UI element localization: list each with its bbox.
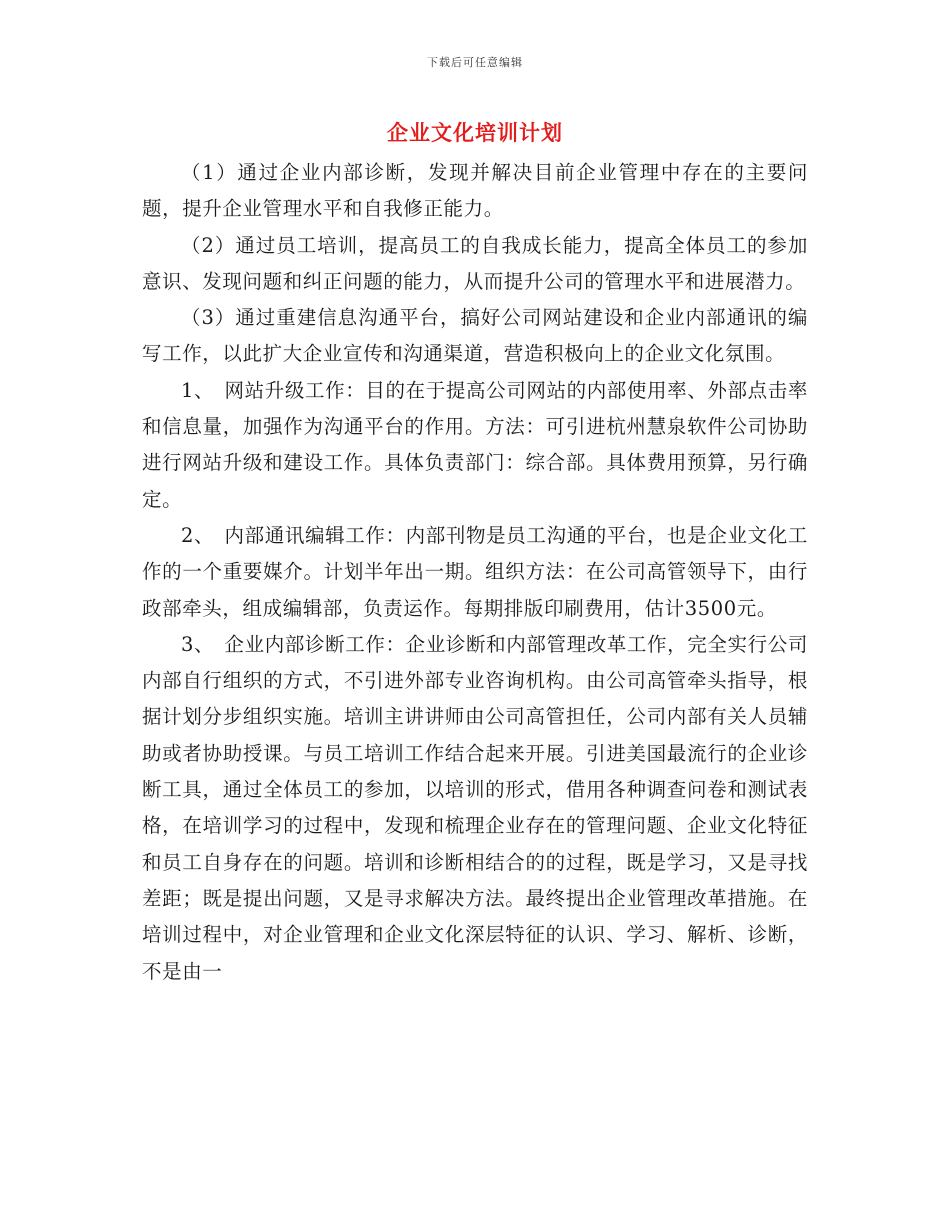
document-body bbox=[142, 155, 808, 990]
paragraph-objective-2: （2）通过员工培训，提高员工的自我成长能力，提高全体员工的参加意识、发现问题和纠正问题的能力，从而提升公司的管理水平和进展潜力。 bbox=[142, 233, 808, 293]
paragraph-internal-newsletter: 2、 内部通讯编辑工作：内部刊物是员工沟通的平台，也是企业文化工作的一个重要媒介。计划半年出一期。组织方法：在公司高管领导下，由行政部牵头，组成编辑部，负责运作。每期排版印刷费用，估计3500元。 bbox=[142, 523, 808, 620]
page-header: 下载后可任意编辑 bbox=[427, 56, 523, 69]
document-title: 企业文化培训计划 bbox=[387, 120, 563, 145]
paragraph-objective-1: （1）通过企业内部诊断，发现并解决目前企业管理中存在的主要问题，提升企业管理水平和自我修正能力。 bbox=[142, 161, 808, 221]
paragraph-website-upgrade: 1、 网站升级工作：目的在于提高公司网站的内部使用率、外部点击率和信息量，加强作为沟通平台的作用。方法：可引进杭州慧泉软件公司协助进行网站升级和建设工作。具体负责部门：综合部。具体费用预算，另行确定。 bbox=[142, 378, 808, 511]
paragraph-internal-diagnosis: 3、 企业内部诊断工作：企业诊断和内部管理改革工作，完全实行公司内部自行组织的方式，不引进外部专业咨询机构。由公司高管牵头指导，根据计划分步组织实施。培训主讲讲师由公司高管担任，公司内部有关人员辅助或者协助授课。与员工培训工作结合起来开展。引进美国最流行的企业诊断工具，通过全体员工的参加，以培训的形式，借用各种调查问卷和测试表格，在培训学习的过程中，发现和梳理企业存在的管理问题、企业文化特征和员工自身存在的问题。培训和诊断相结合的的过程，既是学习，又是寻找差距；既是提出问题，又是寻求解决方法。最终提出企业管理改革措施。在培训过程中，对企业管理和企业文化深层特征的认识、学习、解析、诊断，不是由一 bbox=[142, 632, 808, 983]
paragraph-objective-3: （3）通过重建信息沟通平台，搞好公司网站建设和企业内部通讯的编写工作，以此扩大企业宣传和沟通渠道，营造积极向上的企业文化氛围。 bbox=[142, 306, 808, 366]
